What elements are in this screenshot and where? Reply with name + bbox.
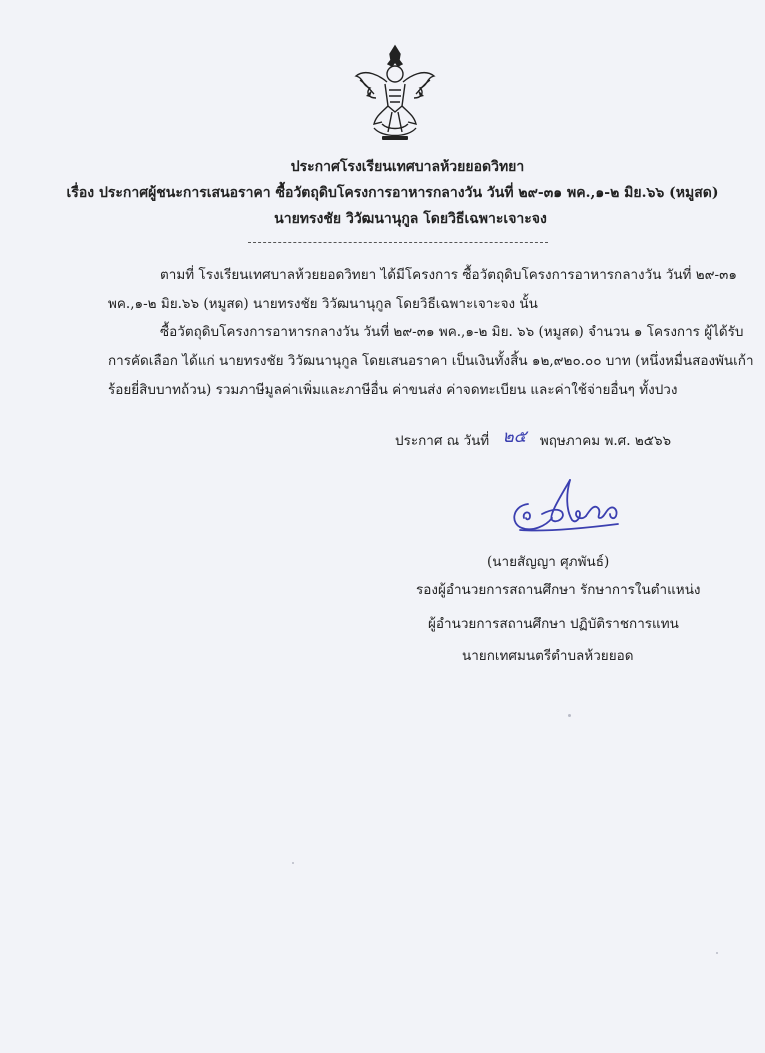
handwritten-day: ๒๕ xyxy=(502,427,527,447)
date-suffix: พฤษภาคม พ.ศ. ๒๕๖๖ xyxy=(539,433,672,449)
scan-speck xyxy=(716,952,718,954)
body-line-5: ร้อยยี่สิบบาทถ้วน) รวมภาษีมูลค่าเพิ่มและภาษีอื่น ค่าขนส่ง ค่าจดทะเบียน และค่าใช้จ่ายอื่นๆ ทั้งปวง xyxy=(108,382,678,398)
subject-line: เรื่อง ประกาศผู้ชนะการเสนอราคา ซื้อวัตถุดิบโครงการอาหารกลางวัน วันที่ ๒๙-๓๑ พค.,๑-๒ มิย.๖๖ (หมูสด) xyxy=(66,185,719,201)
body-line-4: การคัดเลือก ได้แก่ นายทรงชัย วิวัฒนานุกูล โดยเสนอราคา เป็นเงินทั้งสิ้น ๑๒,๙๒๐.๐๐ บาท (หนึ่งหมื่นสองพันเก้า xyxy=(108,353,754,369)
signer-title-1: รองผู้อำนวยการสถานศึกษา รักษาการในตำแหน่ง xyxy=(416,582,701,598)
signer-title-3: นายกเทศมนตรีตำบลห้วยยอด xyxy=(462,648,634,664)
handwritten-signature xyxy=(506,474,624,536)
body-line-3: ซื้อวัตถุดิบโครงการอาหารกลางวัน วันที่ ๒๙-๓๑ พค.,๑-๒ มิย. ๖๖ (หมูสด) จำนวน ๑ โครงการ ผู้ได้รับ xyxy=(160,324,744,340)
announcement-date xyxy=(395,426,671,453)
signer-name: (นายสัญญา ศุภพันธ์) xyxy=(487,554,610,570)
garuda-emblem-icon xyxy=(352,40,438,144)
divider-rule xyxy=(248,242,548,243)
winner-line: นายทรงชัย วิวัฒนานุกูล โดยวิธีเฉพาะเจาะจง xyxy=(274,211,547,227)
date-prefix: ประกาศ ณ วันที่ xyxy=(395,433,490,449)
scan-speck xyxy=(568,714,571,717)
body-line-1: ตามที่ โรงเรียนเทศบาลห้วยยอดวิทยา ได้มีโครงการ ซื้อวัตถุดิบโครงการอาหารกลางวัน วันที่ ๒๙-๓๑ xyxy=(160,267,737,283)
school-title: ประกาศโรงเรียนเทศบาลห้วยยอดวิทยา xyxy=(290,159,525,175)
signer-title-2: ผู้อำนวยการสถานศึกษา ปฏิบัติราชการแทน xyxy=(428,616,679,632)
scan-speck xyxy=(292,862,294,864)
body-line-2: พค.,๑-๒ มิย.๖๖ (หมูสด) นายทรงชัย วิวัฒนานุกูล โดยวิธีเฉพาะเจาะจง นั้น xyxy=(108,296,538,312)
